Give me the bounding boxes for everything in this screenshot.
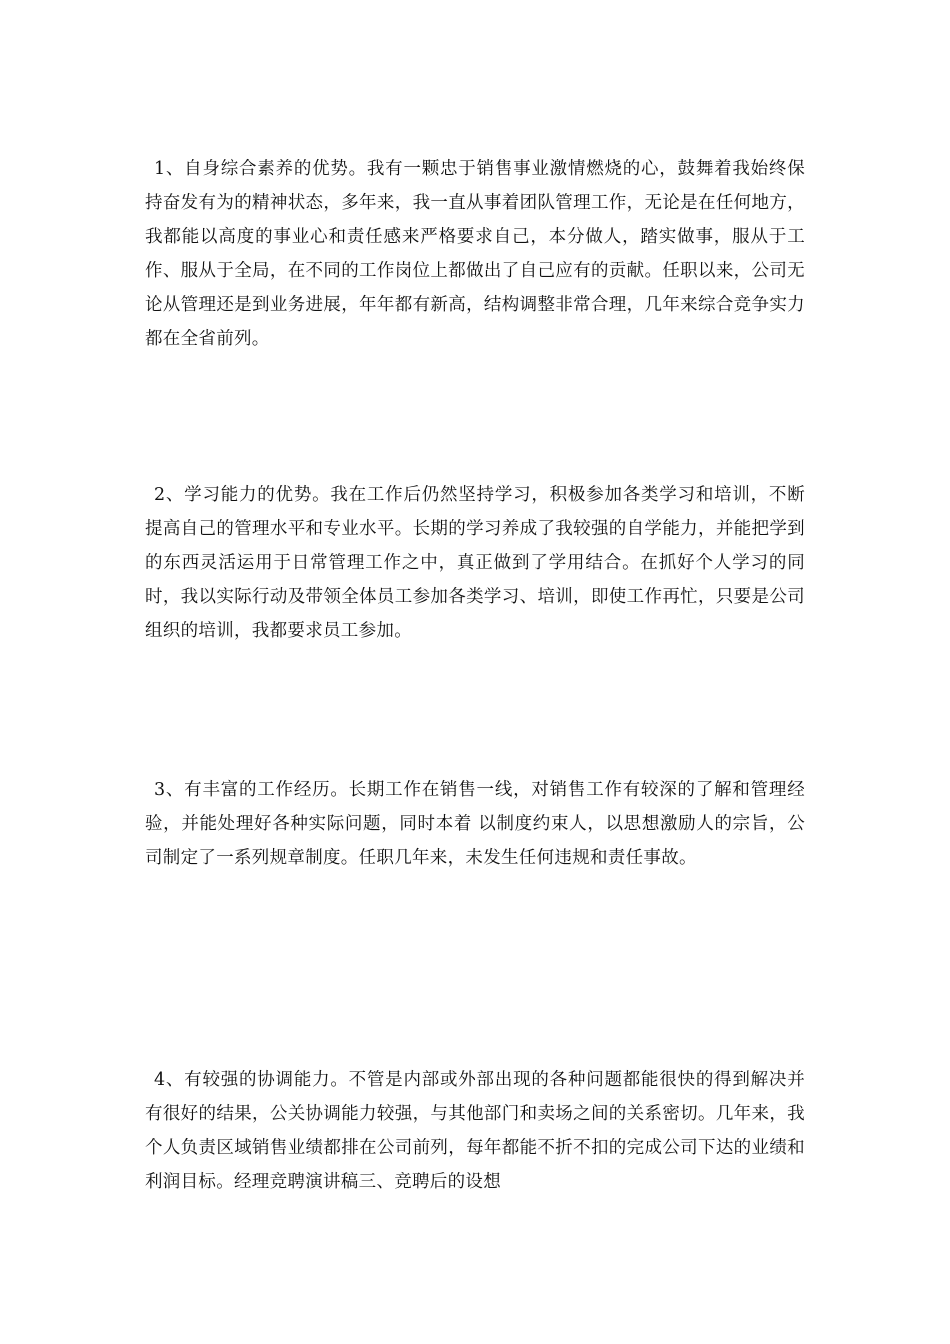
paragraph-advantage-coordination: 4、有较强的协调能力。不管是内部或外部出现的各种问题都能很快的得到解决并有很好的结果，公关协调能力较强，与其他部门和卖场之间的关系密切。几年来，我个人负责区域销售业绩都排在公司前列，每年都能不折不扣的完成公司下达的业绩和利润目标。经理竞聘演讲稿三、竞聘后的设想 bbox=[145, 1070, 805, 1192]
paragraph-advantage-learning: 2、学习能力的优势。我在工作后仍然坚持学习，积极参加各类学习和培训，不断提高自己的管理水平和专业水平。长期的学习养成了我较强的自学能力，并能把学到的东西灵活运用于日常管理工作之中，真正做到了学用结合。在抓好个人学习的同时，我以实际行动及带领全体员工参加各类学习、培训，即使工作再忙，只要是公司组织的培训，我都要求员工参加。 bbox=[145, 485, 805, 641]
paragraph-advantage-quality: 1、自身综合素养的优势。我有一颗忠于销售事业激情燃烧的心，鼓舞着我始终保持奋发有为的精神状态，多年来，我一直从事着团队管理工作，无论是在任何地方，我都能以高度的事业心和责任感来严格要求自己，本分做人，踏实做事，服从于工作、服从于全局，在不同的工作岗位上都做出了自己应有的贡献。任职以来，公司无论从管理还是到业务进展，年年都有新高，结构调整非常合理，几年来综合竞争实力都在全省前列。 bbox=[145, 159, 805, 349]
paragraph-advantage-experience: 3、有丰富的工作经历。长期工作在销售一线，对销售工作有较深的了解和管理经验，并能处理好各种实际问题，同时本着 以制度约束人，以思想激励人的宗旨，公司制定了一系列规章制度。任职几年来，未发生任何违规和责任事故。 bbox=[145, 780, 805, 868]
